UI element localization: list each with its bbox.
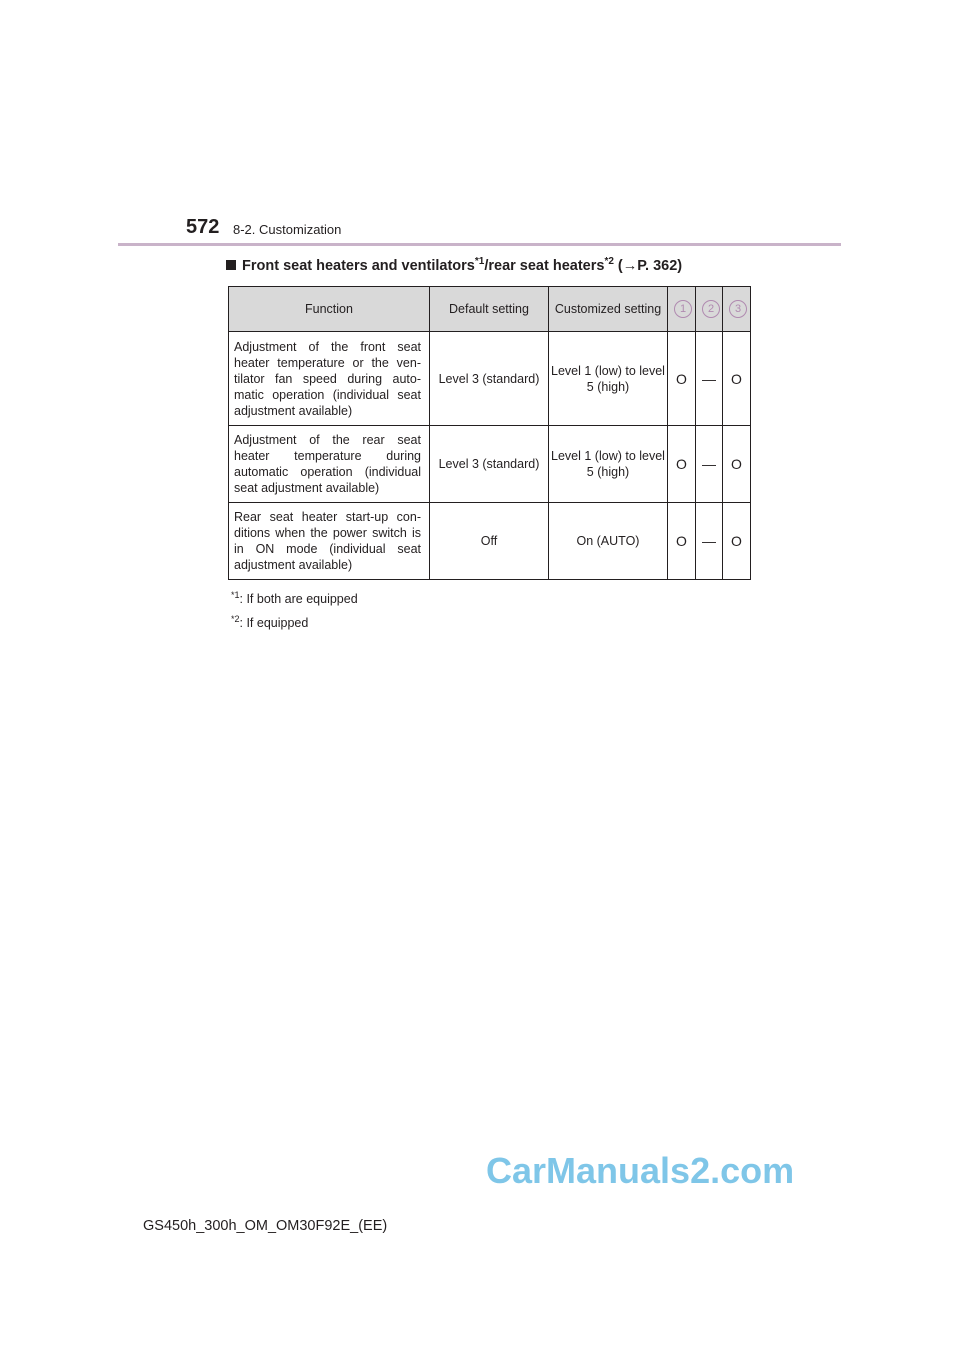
section-title: 8-2. Customization — [233, 222, 342, 237]
footnote-2 — [231, 614, 308, 630]
row-default: Level 3 (standard) — [430, 426, 549, 503]
row-function: Adjustment of the rear seat heater temperature during automatic operation (individual seat adjustment available) — [229, 426, 430, 503]
page-number: 572 — [186, 216, 220, 238]
row-mark-3: O — [723, 332, 751, 426]
row-custom: Level 1 (low) to level 5 (high) — [549, 332, 668, 426]
document-code: GS450h_300h_OM_OM30F92E_(EE) — [143, 1218, 388, 1234]
footnote-1 — [231, 590, 358, 606]
row-mark-1: O — [668, 332, 696, 426]
footnote-mark: *1 — [231, 590, 240, 600]
square-bullet-icon — [226, 260, 236, 270]
row-custom: Level 1 (low) to level 5 (high) — [549, 426, 668, 503]
circled-2-icon: 2 — [702, 300, 720, 318]
row-mark-3: O — [723, 426, 751, 503]
footnote-ref-2: *2 — [604, 256, 614, 267]
row-mark-2: — — [696, 426, 723, 503]
row-default: Off — [430, 503, 549, 580]
header-customized-setting: Customized setting — [549, 287, 668, 332]
watermark-logo: CarManuals2.com — [486, 1150, 795, 1191]
subheading — [226, 256, 682, 274]
table-row — [229, 503, 751, 580]
row-mark-2: — — [696, 503, 723, 580]
footnote-text: : If equipped — [239, 616, 309, 631]
header-col-3 — [723, 287, 751, 332]
row-function: Rear seat heater start-up con-ditions when the power switch is in ON mode (individual seat adjustment available) — [229, 503, 430, 580]
header-col-1 — [668, 287, 696, 332]
row-mark-3: O — [723, 503, 751, 580]
circled-3-icon: 3 — [729, 300, 747, 318]
table-row — [229, 332, 751, 426]
row-mark-1: O — [668, 503, 696, 580]
header-function: Function — [229, 287, 430, 332]
row-default: Level 3 (standard) — [430, 332, 549, 426]
footnote-mark: *2 — [231, 614, 240, 624]
page-reference: (→P. 362) — [613, 257, 683, 274]
row-mark-1: O — [668, 426, 696, 503]
row-function: Adjustment of the front seat heater temperature or the ven-tilator fan speed during auto-matic operation (individual seat adjustment available) — [229, 332, 430, 426]
header-col-2 — [696, 287, 723, 332]
header-default-setting: Default setting — [430, 287, 549, 332]
header-rule — [118, 243, 841, 246]
footnote-ref-1: *1 — [474, 256, 485, 267]
subheading-text-2: /rear seat heaters — [484, 257, 605, 274]
circled-1-icon: 1 — [674, 300, 692, 318]
table-row — [229, 426, 751, 503]
footnote-text: : If both are equipped — [239, 592, 358, 607]
customization-table — [228, 286, 751, 580]
table-header-row — [229, 287, 751, 332]
row-mark-2: — — [696, 332, 723, 426]
row-custom: On (AUTO) — [549, 503, 668, 580]
subheading-text-1: Front seat heaters and ventilators — [242, 257, 475, 274]
